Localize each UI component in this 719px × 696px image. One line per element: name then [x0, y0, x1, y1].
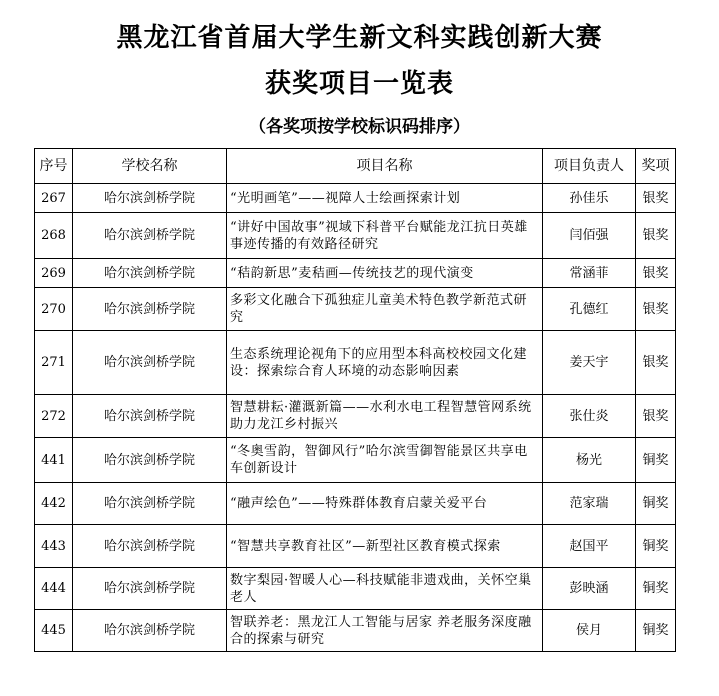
cell-no: 272	[35, 395, 73, 438]
header-leader: 项目负责人	[543, 149, 636, 184]
cell-no: 267	[35, 184, 73, 213]
page-subtitle: （各奖项按学校标识码排序）	[249, 117, 470, 137]
cell-leader: 常涵菲	[543, 259, 636, 288]
cell-award: 银奖	[636, 259, 676, 288]
cell-school: 哈尔滨剑桥学院	[73, 483, 227, 525]
cell-leader: 杨光	[543, 438, 636, 483]
cell-no: 441	[35, 438, 73, 483]
cell-school: 哈尔滨剑桥学院	[73, 213, 227, 259]
cell-school: 哈尔滨剑桥学院	[73, 331, 227, 395]
cell-leader: 姜天宇	[543, 331, 636, 395]
cell-leader: 孙佳乐	[543, 184, 636, 213]
cell-award: 铜奖	[636, 568, 676, 610]
cell-project: “智慧共享教育社区”—新型社区教育模式探索	[227, 525, 543, 568]
cell-award: 铜奖	[636, 610, 676, 652]
header-no: 序号	[35, 149, 73, 184]
cell-award: 铜奖	[636, 525, 676, 568]
table-row	[35, 331, 676, 395]
cell-award: 银奖	[636, 395, 676, 438]
cell-leader: 侯月	[543, 610, 636, 652]
table-row	[35, 395, 676, 438]
page-title: 黑龙江省首届大学生新文科实践创新大赛	[116, 23, 603, 53]
cell-project: 数字梨园·智暖人心—科技赋能非遗戏曲，关怀空巢老人	[227, 568, 543, 610]
cell-award: 银奖	[636, 331, 676, 395]
cell-leader: 闫佰强	[543, 213, 636, 259]
cell-leader: 张仕炎	[543, 395, 636, 438]
cell-school: 哈尔滨剑桥学院	[73, 259, 227, 288]
table-header-row	[35, 149, 676, 184]
header-award: 奖项	[636, 149, 676, 184]
page-title-line2: 获奖项目一览表	[264, 69, 454, 99]
table-row	[35, 525, 676, 568]
cell-award: 银奖	[636, 288, 676, 331]
cell-no: 270	[35, 288, 73, 331]
cell-leader: 范家瑞	[543, 483, 636, 525]
table-row	[35, 483, 676, 525]
cell-award: 银奖	[636, 184, 676, 213]
header-project: 项目名称	[227, 149, 543, 184]
cell-project: 生态系统理论视角下的应用型本科高校校园文化建设：探索综合育人环境的动态影响因素	[227, 331, 543, 395]
cell-no: 444	[35, 568, 73, 610]
cell-award: 铜奖	[636, 438, 676, 483]
cell-leader: 孔德红	[543, 288, 636, 331]
cell-school: 哈尔滨剑桥学院	[73, 184, 227, 213]
cell-no: 445	[35, 610, 73, 652]
cell-no: 268	[35, 213, 73, 259]
cell-award: 铜奖	[636, 483, 676, 525]
table-row	[35, 288, 676, 331]
cell-project: “冬奥雪韵，智御风行”哈尔滨雪御智能景区共享电车创新设计	[227, 438, 543, 483]
cell-school: 哈尔滨剑桥学院	[73, 525, 227, 568]
table-row	[35, 568, 676, 610]
table-row	[35, 438, 676, 483]
table-row	[35, 610, 676, 652]
awards-table	[34, 148, 676, 652]
cell-project: 智慧耕耘·灌溉新篇——水利水电工程智慧管网系统助力龙江乡村振兴	[227, 395, 543, 438]
cell-school: 哈尔滨剑桥学院	[73, 288, 227, 331]
cell-project: 智联养老：黑龙江人工智能与居家 养老服务深度融合的探索与研究	[227, 610, 543, 652]
cell-school: 哈尔滨剑桥学院	[73, 395, 227, 438]
cell-leader: 彭映涵	[543, 568, 636, 610]
cell-school: 哈尔滨剑桥学院	[73, 610, 227, 652]
cell-project: “秸韵新思”麦秸画—传统技艺的现代演变	[227, 259, 543, 288]
cell-school: 哈尔滨剑桥学院	[73, 438, 227, 483]
table-row	[35, 213, 676, 259]
cell-no: 269	[35, 259, 73, 288]
cell-project: “融声绘色”——特殊群体教育启蒙关爱平台	[227, 483, 543, 525]
cell-award: 银奖	[636, 213, 676, 259]
cell-project: “光明画笔”——视障人士绘画探索计划	[227, 184, 543, 213]
table-row	[35, 259, 676, 288]
cell-school: 哈尔滨剑桥学院	[73, 568, 227, 610]
cell-project: “讲好中国故事”视域下科普平台赋能龙江抗日英雄事迹传播的有效路径研究	[227, 213, 543, 259]
table-row	[35, 184, 676, 213]
cell-no: 271	[35, 331, 73, 395]
header-school: 学校名称	[73, 149, 227, 184]
cell-leader: 赵国平	[543, 525, 636, 568]
cell-no: 442	[35, 483, 73, 525]
cell-project: 多彩文化融合下孤独症儿童美术特色教学新范式研究	[227, 288, 543, 331]
cell-no: 443	[35, 525, 73, 568]
